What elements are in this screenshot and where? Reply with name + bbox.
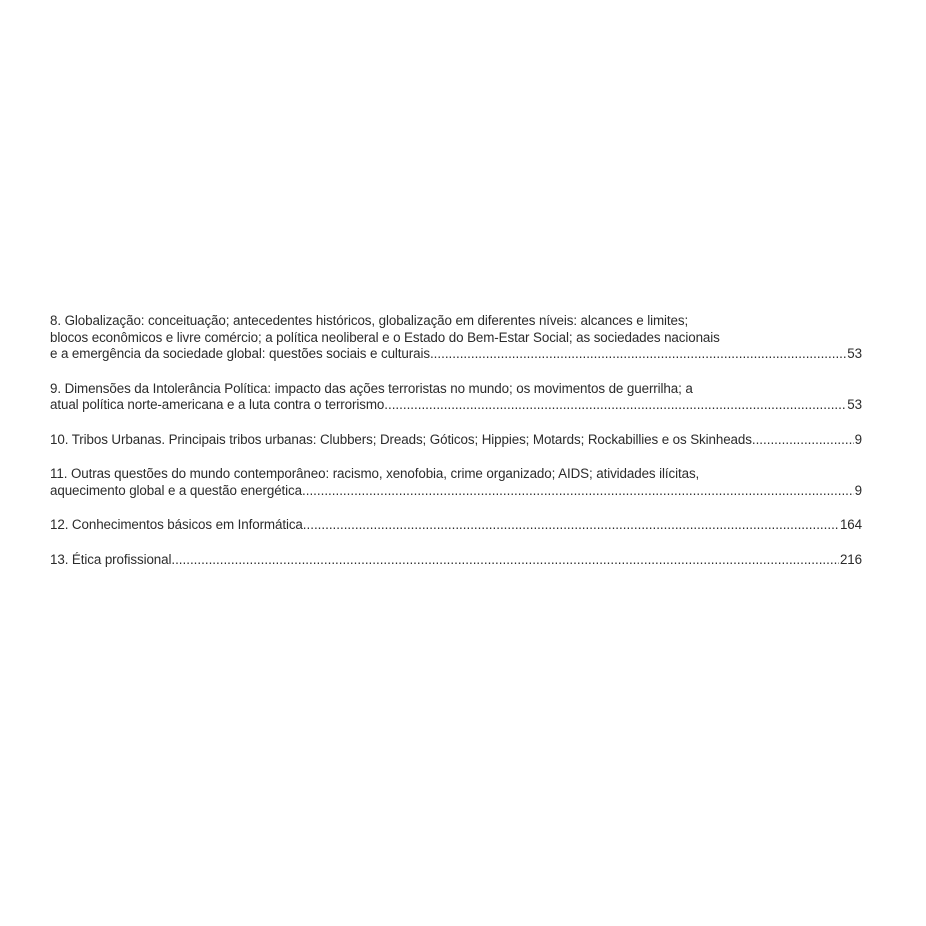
toc-entry-12 — [50, 517, 862, 534]
page-number: 164 — [839, 517, 862, 532]
toc-entry-10 — [50, 432, 862, 449]
toc-entry-13 — [50, 552, 862, 569]
toc-entry-text-line: 10. Tribos Urbanas. Principais tribos urbanas: Clubbers; Dreads; Góticos; Hippies; Motards; Rockabillies e os Skinheads — [50, 431, 752, 447]
toc-entry-final-line — [50, 552, 862, 569]
toc-entry-text-line: e a emergência da sociedade global: questões sociais e culturais — [50, 346, 430, 361]
page-number: 53 — [847, 397, 862, 412]
dot-leader — [384, 397, 846, 414]
dot-leader — [430, 346, 846, 363]
toc-entry-text-line: 12. Conhecimentos básicos em Informática — [50, 517, 303, 532]
toc-entry-final-line — [50, 346, 862, 363]
page-number: 9 — [854, 431, 862, 447]
dot-leader — [303, 517, 839, 534]
dot-leader — [171, 552, 839, 569]
table-of-contents — [50, 313, 862, 586]
page-number: 216 — [839, 551, 862, 567]
toc-entry-text-line: 9. Dimensões da Intolerância Política: impacto das ações terroristas no mundo; os movimentos de guerrilha; a — [50, 380, 693, 396]
page-number: 53 — [847, 346, 862, 361]
dot-leader — [302, 483, 854, 500]
toc-entry-text-line: atual política norte-americana e a luta contra o terrorismo — [50, 397, 385, 412]
toc-entry-9 — [50, 381, 862, 414]
toc-entry-8 — [50, 313, 862, 363]
toc-entry-final-line — [50, 397, 862, 414]
toc-entry-text-line: 8. Globalização: conceituação; antecedentes históricos, globalização em diferentes níveis: alcances e limites; — [50, 313, 689, 328]
toc-entry-text-line: blocos econômicos e livre comércio; a política neoliberal e o Estado do Bem-Estar Social; as sociedades nacionais — [50, 329, 720, 345]
toc-entry-final-line — [50, 432, 862, 449]
toc-entry-final-line — [50, 517, 862, 534]
toc-entry-text-line: 11. Outras questões do mundo contemporâneo: racismo, xenofobia, crime organizado; AIDS; atividades ilícitas, — [50, 466, 700, 481]
toc-entry-11 — [50, 466, 862, 499]
page-number: 9 — [854, 482, 862, 498]
dot-leader — [752, 432, 854, 449]
toc-entry-final-line — [50, 483, 862, 500]
toc-entry-text-line: 13. Ética profissional — [50, 551, 172, 567]
toc-entry-text-line: aquecimento global e a questão energética — [50, 482, 302, 498]
